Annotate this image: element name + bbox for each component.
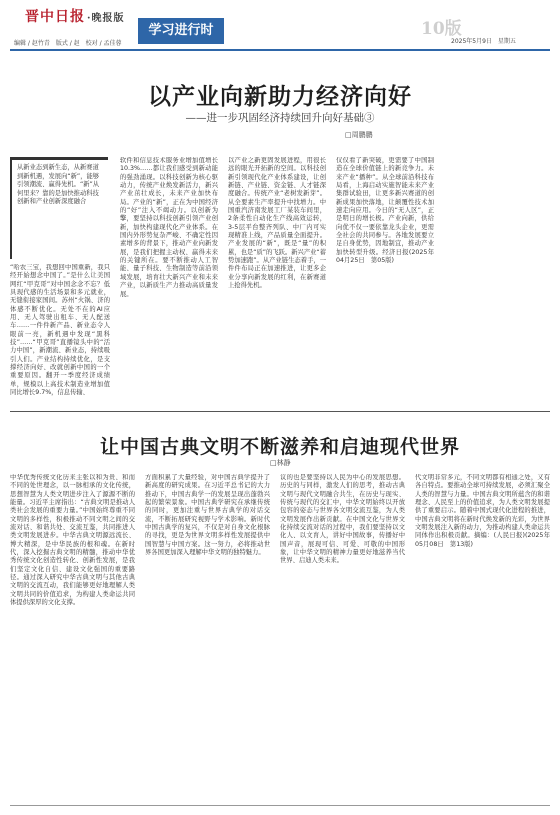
- article1-column-2: 软件和信息技术服务业增加值增长10.3%……都让我们感受到新动能的强劲涌现。以科技创新为核心驱动力，传统产业焕发新活力，新兴产业茁壮成长，未来产业加快布局。产业的“新”，正在为中国经济的“好”注入不竭动力。以创新为擎，要坚持以科技创新引领产业创新，加快构建现代化产业体系。在国内外形势复杂严峻、不确定性因素增多的背景下，推动产业向新发展，是我们把握主动权、赢得未来的关键所在。要不断推动人工智能、量子科技、生物制造等前沿领域发展，培育壮大新兴产业和未来产业，以新质生产力推动高质量发展。: [120, 157, 218, 298]
- bottom-rule: [10, 805, 550, 806]
- article2-column-2: 方面积累了大量经验，对中国古典学提升了新高度的研究成果。在习近平总书记的大力推动下，中国古典学一的发展呈现出蓬勃兴起的繁荣景象。中国古典学研究在承继传统的同时，更加注重与世界古典学的对话交流，不断拓展研究视野与学术影响。新时代中国古典学的复兴，不仅是对自身文化根脉的寻找，更是为世界文明多样性发展提供中国智慧与中国方案。这一努力，必将推动世界各国更加深入理解中华文明的独特魅力。: [145, 474, 270, 557]
- logo-subtitle: ·晚报版: [87, 13, 125, 24]
- masthead: [0, 0, 560, 50]
- section-divider: [10, 411, 550, 412]
- page-number: 10版: [421, 19, 462, 39]
- editor-credits: 编辑 / 赵竹青 版式 / 赵 校对 / 孟佳蓉: [14, 40, 122, 47]
- article1-title: 以产业向新助力经济向好: [148, 83, 412, 110]
- header-rule: [10, 49, 550, 51]
- article1-column-1: “哈农三宝，我想回中国重新，我只经开始想念中国了。”是什么让美国网红“甲克哥”对中国念念不忘？低具现代感的生活场景和多元就业，无缝衔接家国间。苏州“火锅、济的体感不断优化。无处不在的AI应用、无人驾驶出租车、无人配送车……一件件新产品、新业态令人眼前一亮，新机遇中发现“黑科技”……“甲克哥”直播镜头中的“活力中国”，新潮流、新业态，持续吸引人们。产业结构持续优化，是支撑经济向好、改就创新中国的一个重要原因。翻开一季度经济成绩单，规模以上高技术制造业增加值同比增长9.7%，信息传输、: [10, 264, 110, 397]
- article2-author: □林静: [270, 459, 291, 467]
- article2-title: 让中国古典文明不断滋养和启迪现代世界: [99, 436, 460, 458]
- article1-column-4: 仅仅看了新突破，更需要了中国制造在全球价值链上的新竞争力。未来产业“播种”。从全球前沿科技布局看，上海启动实施智能未来产业集群试验田，让更多新兴赛道的创新成果加快落地，让颠覆性技术加速走向应用。今日的“无人区”，正是明日的增长极。产业向新，供给向优不仅一要依靠龙头企业，更需全社会的共同参与。各地发展要立足自身优势，因地制宜，推动产业加快转型升级。经济日报(2025年04月25日 第05版): [336, 157, 434, 265]
- article1-subtitle: ——进一步巩固经济持续回升向好基础③: [185, 112, 375, 124]
- article1-author: □周鹏鹏: [345, 131, 373, 139]
- issue-date: 2025年5月9日 星期五: [451, 38, 516, 45]
- article2-column-3: 议的也是要坚持以人民为中心的发展思想。历史的与同样，激发人们的思考，推动古典文明与现代文明融合共生，在历史与现实、传统与现代的交汇中，中华文明始终以开放包容的姿态与世界各文明交流互鉴，为人类文明发展作出新贡献。在中国文化与世界文化持续交流对话的过程中，我们要坚持以文化人、以文育人，讲好中国故事，传播好中国声音，展现可信、可爱、可敬的中国形象，让中华文明的精神力量更好地滋养当代世界、启迪人类未来。: [280, 474, 405, 565]
- logo-text: 晋中日报: [25, 9, 85, 25]
- article2-column-1: 中华优秀传统文化历来主张以和为贵、和而不同的处世理念，以一脉相承的文化传统，思想智慧为人类文明进步注入了源源不断的能量。习近平主席指出：“古典文明是推动人类社会发展的重要力量。”中国始终尊重不同文明的多样性，积极推动不同文明之间的交流对话、和谐共处、交流互鉴，共同推进人类文明发展进步。中华古典文明源远流长、博大精深，是中华民族的根和魂。在新时代，深入挖掘古典文明的精髓，推动中华优秀传统文化创造性转化、创新性发展，是我们坚定文化自信、建设文化强国的重要路径。通过深入研究中华古典文明与其他古典文明的交流互动，我们能够更好地理解人类文明共同的价值追求，为构建人类命运共同体提供深厚的文化支撑。: [10, 474, 135, 607]
- section-tab: 学习进行时: [138, 18, 224, 44]
- pull-quote: 从新业态到新生态，从新赛道到新机遇，发展向“新”，能够引领潮流、赢得先机。“新”从何里来？靠的是加快推动科技创新和产业创新深度融合: [10, 157, 108, 259]
- article1-column-3: 以产业之新更固发展进程，用很长远的眼光开拓新的空间。以科技创新引领现代化产业体系建设，让创新链、产业链、资金链、人才链深度融合。传统产业“老树发新芽”。从全要素生产率提升中找增力。中国重汽济南发展工厂某装车间里，2条柔性自动化生产线高效运转，3-5层平台整齐列队、中厂内可实现精准上线，产品质量全面提升。产业发展的“新”，既是“量”的积累，也是“质”的飞跃。新兴产业“蓄势加速跑”。从产业链生态着手，一件件布局正在加速推进，让更多企业分享向新发展的红利，在新赛道上抢得先机。: [228, 157, 326, 290]
- article2-column-4: 代文明非常多元，不同文明都有相通之处，又有各自特点。要推动全球可持续发展，必须汇聚全人类的智慧与力量。中国古典文明所蕴含的和谐理念、人民至上的价值追求，为人类文明发展提供了重要启示。随着中国式现代化进程的推进，中国古典文明将在新时代焕发新的光彩，为世界文明发展注入新的动力，为推动构建人类命运共同体作出积极贡献。摘编：(人民日报)(2025年05月08日 第13版): [415, 474, 550, 548]
- newspaper-logo: [25, 6, 124, 26]
